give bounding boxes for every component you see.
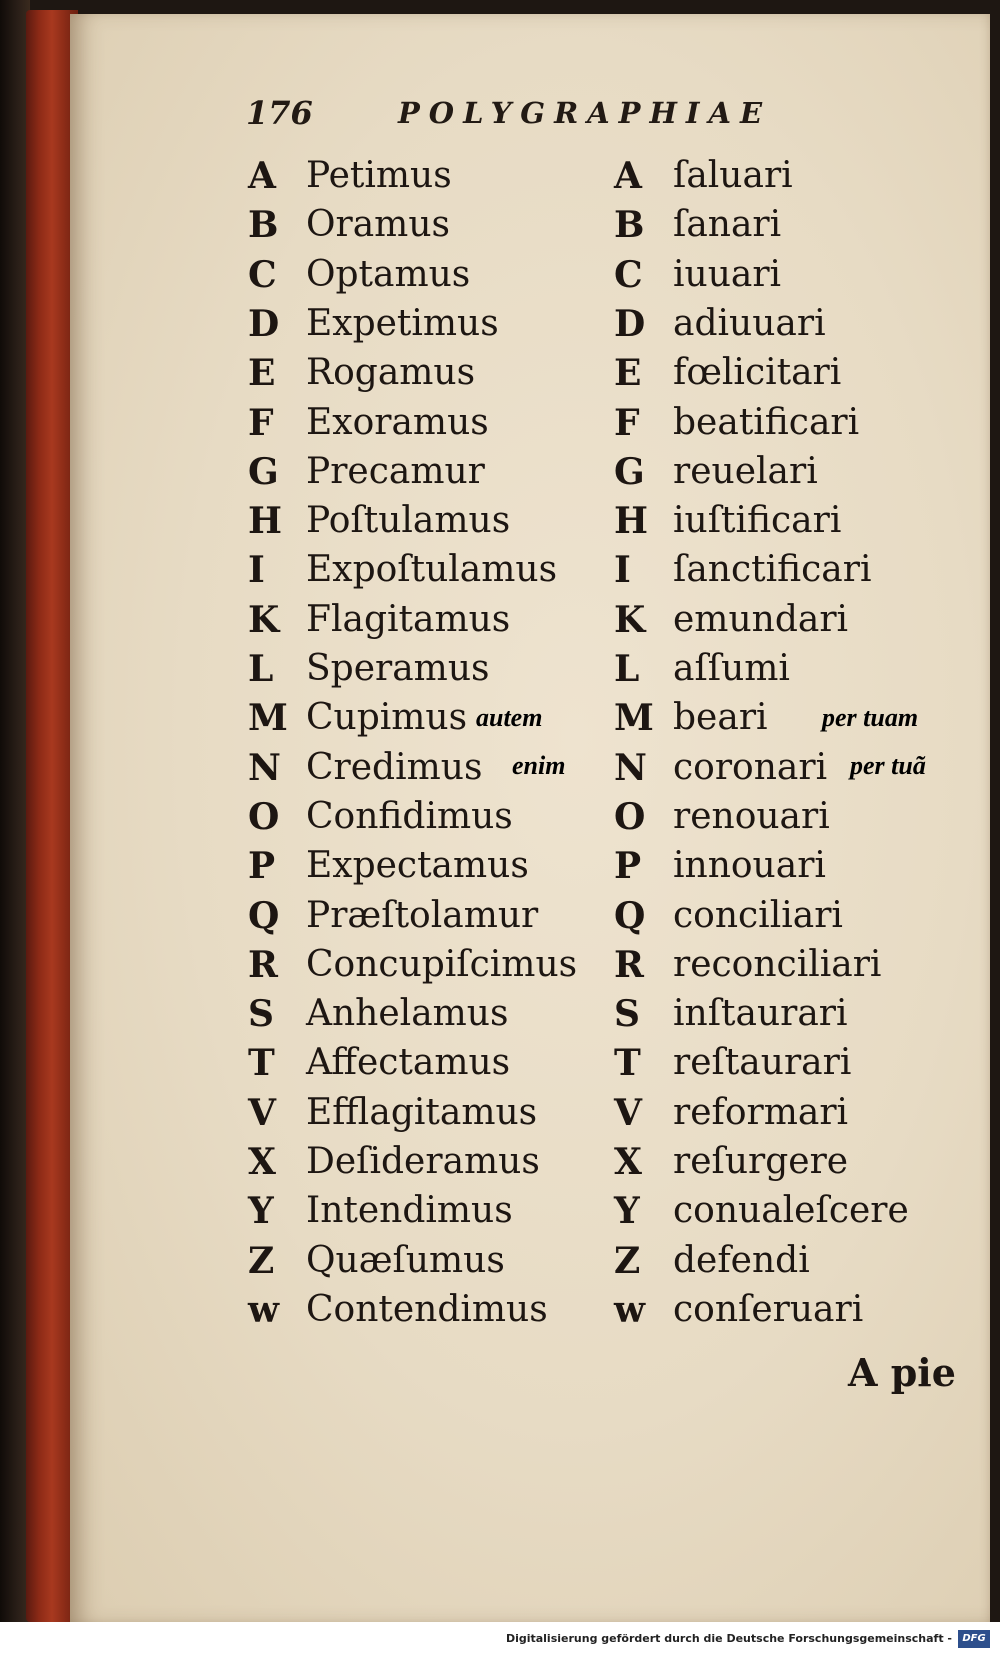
right-letter: O [614, 796, 646, 838]
left-letter: Q [248, 895, 280, 937]
right-letter: F [614, 402, 640, 444]
right-word: reformari [673, 1092, 849, 1133]
right-word: adiuuari [673, 303, 826, 344]
catchword: A pie [848, 1350, 956, 1395]
left-word: Intendimus [306, 1190, 513, 1231]
right-letter: M [614, 697, 654, 739]
left-word: Expectamus [306, 845, 529, 886]
left-word: Quæſumus [306, 1240, 505, 1281]
right-word: renouari [673, 796, 830, 837]
right-word: reconciliari [673, 944, 882, 985]
right-word: ſanari [673, 204, 782, 245]
right-letter: I [614, 549, 631, 591]
left-word: Confidimus [306, 796, 513, 837]
left-letter: S [248, 993, 274, 1035]
right-letter: H [614, 500, 649, 542]
left-word: Præſtolamur [306, 895, 539, 936]
left-word: Precamur [306, 451, 485, 492]
right-word: reſurgere [673, 1141, 849, 1182]
left-letter: X [248, 1141, 276, 1183]
right-word: conualeſcere [673, 1190, 909, 1231]
left-letter: O [248, 796, 280, 838]
right-letter: K [614, 599, 646, 641]
right-letter: C [614, 254, 643, 296]
right-letter: w [614, 1289, 645, 1331]
right-letter: S [614, 993, 640, 1035]
left-word: Deſideramus [306, 1141, 540, 1182]
left-word: Contendimus [306, 1289, 548, 1330]
left-letter: I [248, 549, 265, 591]
right-letter: Y [614, 1190, 640, 1232]
right-word: innouari [673, 845, 826, 886]
left-letter: A [248, 155, 276, 197]
footer-credit: Digitalisierung gefördert durch die Deutsche Forschungsgemeinschaft - [505, 1632, 952, 1645]
left-word: Speramus [306, 648, 490, 689]
right-letter: V [614, 1092, 642, 1134]
dfg-logo: DFG [958, 1630, 990, 1648]
right-letter: D [614, 303, 646, 345]
right-word: conciliari [673, 895, 843, 936]
page-number: 176 [246, 94, 313, 132]
left-letter: Z [248, 1240, 275, 1282]
right-word: iuuari [673, 254, 782, 295]
addendum-per-tuam: per tuam [822, 703, 919, 732]
right-word: conſeruari [673, 1289, 864, 1330]
right-word: aſſumi [673, 648, 790, 689]
right-word: iuſtificari [673, 500, 842, 541]
right-letter: E [614, 352, 642, 394]
left-word: Flagitamus [306, 599, 511, 640]
right-letter: G [614, 451, 645, 493]
right-word: reuelari [673, 451, 818, 492]
left-word: Credimus [306, 747, 483, 788]
left-letter: T [248, 1042, 275, 1084]
addendum-per-tua: per tuã [850, 751, 926, 780]
left-letter: C [248, 254, 277, 296]
left-letter: H [248, 500, 283, 542]
left-word: Rogamus [306, 352, 476, 393]
right-letter: L [614, 648, 640, 690]
left-letter: L [248, 648, 274, 690]
left-letter: D [248, 303, 280, 345]
addendum-enim: enim [512, 751, 566, 780]
left-word: Optamus [306, 254, 471, 295]
left-letter: M [248, 697, 288, 739]
addendum-autem: autem [476, 703, 543, 732]
right-letter: P [614, 845, 642, 887]
right-letter: X [614, 1141, 642, 1183]
right-letter: N [614, 747, 647, 789]
left-word: Concupiſcimus [306, 944, 578, 985]
right-word: emundari [673, 599, 849, 640]
left-word: Anhelamus [306, 993, 509, 1034]
running-head: POLYGRAPHIAE [398, 96, 772, 130]
left-letter: G [248, 451, 279, 493]
left-word: Affectamus [306, 1042, 511, 1083]
right-letter: A [614, 155, 642, 197]
right-word: fœlicitari [673, 352, 842, 393]
right-letter: T [614, 1042, 641, 1084]
left-letter: B [248, 204, 279, 246]
right-word: beari [673, 697, 768, 738]
left-letter: w [248, 1289, 279, 1331]
right-letter: R [614, 944, 644, 986]
right-word: reſtaurari [673, 1042, 852, 1083]
left-word: Poſtulamus [306, 500, 511, 541]
left-word: Expoſtulamus [306, 549, 558, 590]
left-letter: N [248, 747, 281, 789]
right-word: ſanctificari [673, 549, 872, 590]
left-letter: Y [248, 1190, 274, 1232]
digitization-footer [0, 1622, 1000, 1660]
left-word: Exoramus [306, 402, 489, 443]
left-letter: R [248, 944, 278, 986]
left-word: Efflagitamus [306, 1092, 538, 1133]
left-letter: P [248, 845, 276, 887]
left-letter: E [248, 352, 276, 394]
right-word: defendi [673, 1240, 810, 1281]
left-letter: K [248, 599, 280, 641]
right-word: ſaluari [673, 155, 793, 196]
left-word: Oramus [306, 204, 450, 245]
left-letter: V [248, 1092, 276, 1134]
right-word: beatificari [673, 402, 860, 443]
right-letter: Q [614, 895, 646, 937]
right-letter: Z [614, 1240, 641, 1282]
right-word: coronari [673, 747, 828, 788]
right-letter: B [614, 204, 645, 246]
left-word: Cupimus [306, 697, 468, 738]
right-word: inſtaurari [673, 993, 848, 1034]
left-word: Expetimus [306, 303, 499, 344]
left-word: Petimus [306, 155, 452, 196]
left-letter: F [248, 402, 274, 444]
